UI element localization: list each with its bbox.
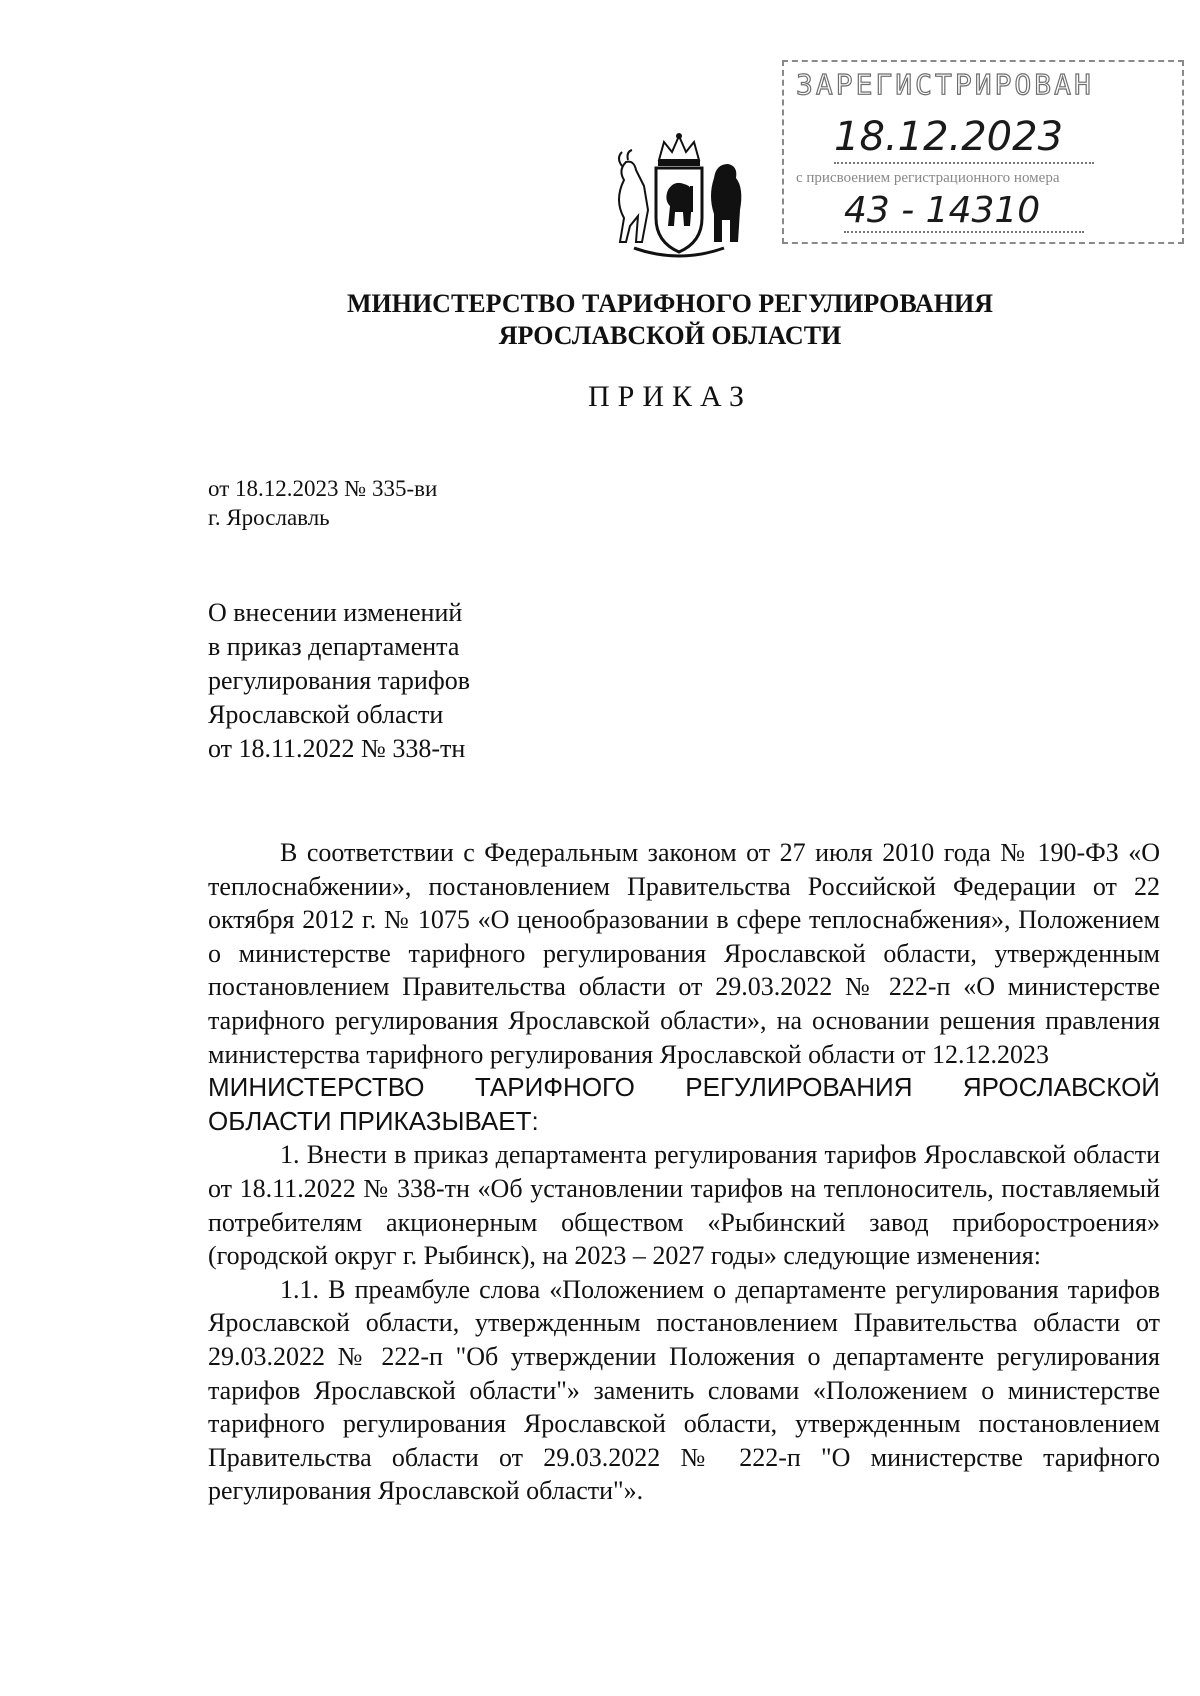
city: г. Ярославль: [208, 505, 330, 530]
document-body: [208, 836, 1160, 1508]
date-number: от 18.12.2023 № 335-ви: [208, 476, 438, 501]
stamp-number: 43 - 14310: [844, 190, 1084, 233]
ministry-title-line-2: ЯРОСЛАВСКОЙ ОБЛАСТИ: [498, 321, 842, 350]
registration-stamp: [782, 60, 1184, 244]
subject-line: в приказ департамента: [208, 632, 460, 661]
subject-line: Ярославской области: [208, 700, 444, 729]
stamp-caption: с присвоением регистрационного номера: [796, 170, 1060, 186]
item-1-paragraph: 1. Внести в приказ департамента регулирования тарифов Ярославской области от 18.11.2022 № 338-тн «Об установлении тарифов на теплоноситель, поставляемый потребителям акционерным обществом «Рыбинский завод приборостроения» (городской округ г. Рыбинск), на 2023 – 2027 годы» следующие изменения:: [208, 1140, 1160, 1271]
stamp-title: ЗАРЕГИСТРИРОВАН: [796, 68, 1094, 101]
document-subject: [208, 596, 608, 766]
subject-line: О внесении изменений: [208, 598, 463, 627]
subject-line: от 18.11.2022 № 338-тн: [208, 734, 466, 763]
stamp-date: 18.12.2023: [834, 114, 1094, 164]
order-phrase: МИНИСТЕРСТВО ТАРИФНОГО РЕГУЛИРОВАНИЯ ЯРОСЛАВСКОЙ ОБЛАСТИ ПРИКАЗЫВАЕТ:: [208, 1072, 1160, 1136]
item-1-1-paragraph: 1.1. В преамбуле слова «Положением о департаменте регулирования тарифов Ярославской области, утвержденным постановлением Правительства области от 29.03.2022 № 222-п "Об утверждении Положения о департаменте регулирования тарифов Ярославской области"» заменить словами «Положением о министерстве тарифного регулирования Ярославской области, утвержденным постановлением Правительства области от 29.03.2022 № 222-п "О министерстве тарифного регулирования Ярославской области"».: [208, 1274, 1160, 1506]
coat-of-arms-icon: [604, 130, 754, 270]
document-type: ПРИКАЗ: [588, 380, 752, 413]
subject-line: регулирования тарифов: [208, 666, 470, 695]
document-meta: [208, 474, 437, 532]
ministry-title: [0, 288, 1200, 352]
preamble-paragraph: В соответствии с Федеральным законом от 27 июля 2010 года № 190-ФЗ «О теплоснабжении», постановлением Правительства Российской Федерации от 22 октября 2012 г. № 1075 «О ценообразовании в сфере теплоснабжения», Положением о министерстве тарифного регулирования Ярославской области, утвержденным постановлением Правительства области от 29.03.2022 № 222-п «О министерстве тарифного регулирования Ярославской области», на основании решения правления министерства тарифного регулирования Ярославской области от 12.12.2023: [208, 838, 1160, 1069]
ministry-title-line-1: МИНИСТЕРСТВО ТАРИФНОГО РЕГУЛИРОВАНИЯ: [346, 289, 994, 318]
